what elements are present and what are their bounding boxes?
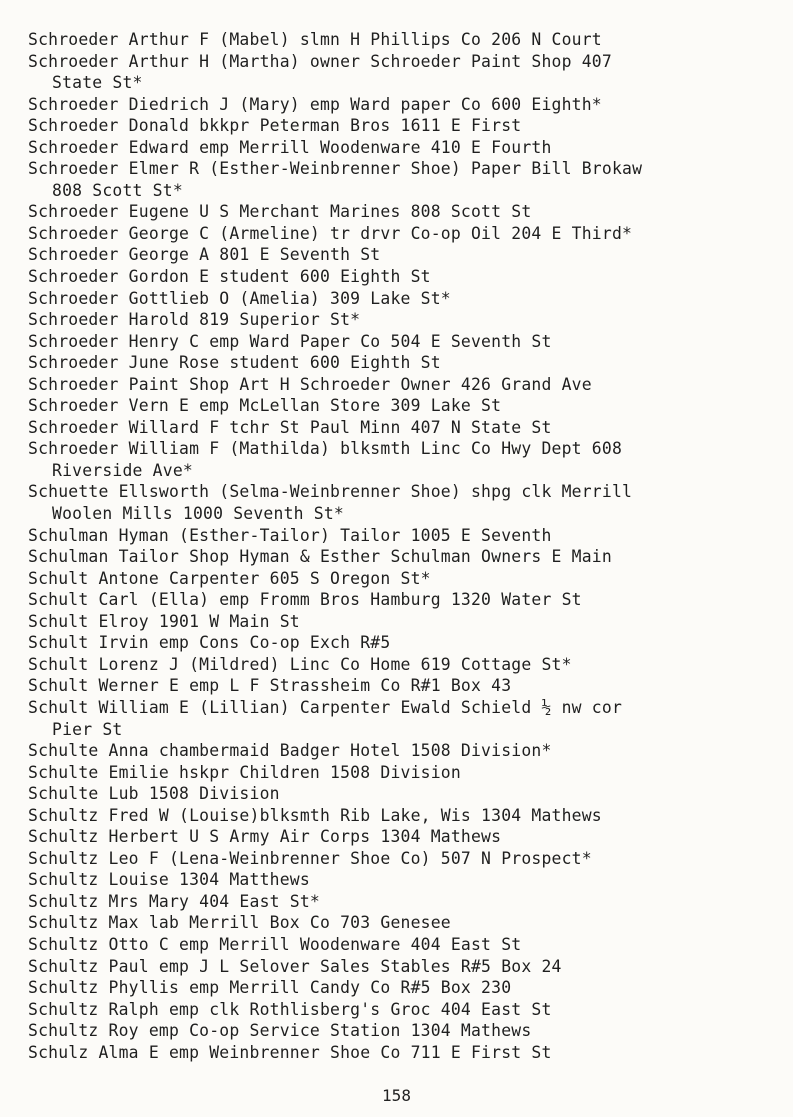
directory-entry: Schult Antone Carpenter 605 S Oregon St* [28,568,431,588]
directory-entry: Schultz Roy emp Co-op Service Station 1304 Mathews [28,1021,532,1041]
directory-entry: Schulman Tailor Shop Hyman & Esther Schulman Owners E Main [28,547,612,567]
directory-entry: Schroeder William F (Mathilda) blksmth Linc Co Hwy Dept 608 [28,439,623,459]
directory-entry: Schroeder June Rose student 600 Eighth St [28,353,441,373]
directory-entry: Schulz Alma E emp Weinbrenner Shoe Co 711 E First St [28,1042,552,1062]
directory-entry: Schulte Anna chambermaid Badger Hotel 1508 Division* [28,741,552,761]
directory-entry: Schroeder Donald bkkpr Peterman Bros 1611 E First [28,116,522,136]
directory-entry: Schultz Louise 1304 Matthews [28,870,310,890]
directory-entry: Schultz Fred W (Louise)blksmth Rib Lake, Wis 1304 Mathews [28,805,602,825]
directory-entry-continuation: Riverside Ave* [52,460,193,480]
directory-entry: Schroeder Henry C emp Ward Paper Co 504 E Seventh St [28,331,552,351]
directory-entry: Schroeder Harold 819 Superior St* [28,310,361,330]
directory-entry: Schroeder Gordon E student 600 Eighth St [28,267,431,287]
directory-entry: Schultz Mrs Mary 404 East St* [28,891,320,911]
directory-entry: Schult Carl (Ella) emp Fromm Bros Hamburg 1320 Water St [28,590,582,610]
directory-entry: Schult Elroy 1901 W Main St [28,611,300,631]
directory-entries [28,29,778,1063]
directory-entry-continuation: Pier St [52,719,123,739]
directory-entry: Schroeder Edward emp Merrill Woodenware 410 E Fourth [28,137,552,157]
directory-entry: Schroeder Arthur H (Martha) owner Schroeder Paint Shop 407 [28,51,612,71]
directory-entry: Schroeder Arthur F (Mabel) slmn H Phillips Co 206 N Court [28,30,602,49]
directory-entry: Schult William E (Lillian) Carpenter Ewald Schield ½ nw cor [28,697,623,717]
directory-entry: Schroeder Gottlieb O (Amelia) 309 Lake St* [28,288,451,308]
directory-entry: Schulte Emilie hskpr Children 1508 Division [28,762,461,782]
directory-entry: Schroeder Elmer R (Esther-Weinbrenner Shoe) Paper Bill Brokaw [28,159,643,179]
directory-entry: Schroeder Willard F tchr St Paul Minn 407 N State St [28,417,552,437]
directory-entry: Schroeder George A 801 E Seventh St [28,245,381,265]
directory-entry: Schroeder Eugene U S Merchant Marines 808 Scott St [28,202,532,222]
directory-entry: Schultz Paul emp J L Selover Sales Stables R#5 Box 24 [28,956,562,976]
directory-entry: Schroeder Diedrich J (Mary) emp Ward paper Co 600 Eighth* [28,94,602,114]
directory-entry: Schult Lorenz J (Mildred) Linc Co Home 619 Cottage St* [28,654,572,674]
directory-entry-continuation: 808 Scott St* [52,180,183,200]
directory-entry: Schult Irvin emp Cons Co-op Exch R#5 [28,633,391,653]
directory-entry: Schulman Hyman (Esther-Tailor) Tailor 1005 E Seventh [28,525,552,545]
directory-entry: Schultz Ralph emp clk Rothlisberg's Groc 404 East St [28,999,552,1019]
directory-entry: Schult Werner E emp L F Strassheim Co R#1 Box 43 [28,676,512,696]
page-number: 158 [382,1086,411,1105]
directory-entry: Schultz Phyllis emp Merrill Candy Co R#5 Box 230 [28,978,512,998]
directory-entry: Schultz Leo F (Lena-Weinbrenner Shoe Co) 507 N Prospect* [28,848,592,868]
directory-entry: Schultz Max lab Merrill Box Co 703 Genesee [28,913,451,933]
directory-entry: Schuette Ellsworth (Selma-Weinbrenner Shoe) shpg clk Merrill [28,482,633,502]
directory-entry-continuation: State St* [52,73,143,93]
directory-entry-continuation: Woolen Mills 1000 Seventh St* [52,504,344,524]
directory-entry: Schulte Lub 1508 Division [28,784,280,804]
directory-entry: Schultz Otto C emp Merrill Woodenware 404 East St [28,934,522,954]
directory-entry: Schroeder George C (Armeline) tr drvr Co-op Oil 204 E Third* [28,223,633,243]
directory-entry: Schultz Herbert U S Army Air Corps 1304 Mathews [28,827,502,847]
directory-entry: Schroeder Paint Shop Art H Schroeder Owner 426 Grand Ave [28,374,592,394]
directory-entry: Schroeder Vern E emp McLellan Store 309 Lake St [28,396,502,416]
